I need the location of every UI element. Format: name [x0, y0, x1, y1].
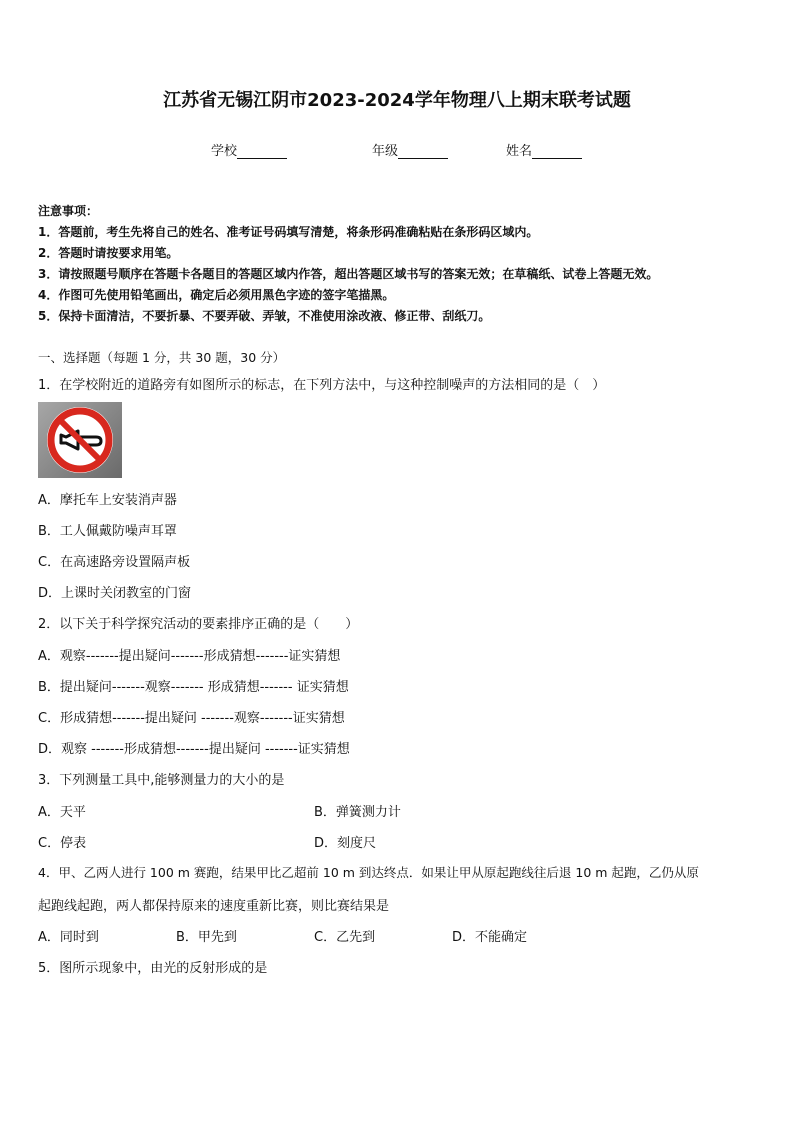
name-label: 姓名 [506, 144, 533, 159]
option-b: B．弹簧测力计 [314, 805, 401, 820]
section-heading: 一、选择题（每题 1 分，共 30 题，30 分） [38, 350, 286, 365]
option-c: C．乙先到 [314, 930, 376, 945]
question-2-stem: 2．以下关于科学探究活动的要素排序正确的是（ ） [38, 617, 359, 632]
option-b: B．提出疑问-------观察------- 形成猜想------- 证实猜想 [38, 680, 349, 695]
school-field [211, 140, 287, 159]
school-blank [237, 146, 287, 159]
option-b: B．工人佩戴防噪声耳罩 [38, 524, 177, 539]
note-item: 2．答题时请按要求用笔。 [38, 246, 179, 260]
page-title: 江苏省无锡江阴市2023-2024学年物理八上期末联考试题 [163, 90, 631, 111]
note-item: 4．作图可先使用铅笔画出，确定后必须用黑色字迹的签字笔描黑。 [38, 288, 395, 302]
question-3-stem: 3．下列测量工具中,能够测量力的大小的是 [38, 773, 285, 788]
question-1-stem: 1．在学校附近的道路旁有如图所示的标志，在下列方法中，与这种控制噪声的方法相同的是（ ） [38, 378, 606, 393]
question-4-stem-line-1: 4．甲、乙两人进行 100 m 赛跑，结果甲比乙超前 10 m 到达终点．如果让甲从原起跑线往后退 10 m 起跑，乙仍从原 [38, 865, 699, 880]
grade-blank [398, 146, 448, 159]
name-field [506, 140, 582, 159]
no-horn-icon [38, 402, 122, 478]
notes-heading: 注意事项： [38, 204, 99, 218]
school-label: 学校 [211, 144, 238, 159]
option-a: A．摩托车上安装消声器 [38, 493, 177, 508]
grade-label: 年级 [372, 144, 399, 159]
option-a: A．同时到 [38, 930, 99, 945]
option-a: A．观察-------提出疑问-------形成猜想-------证实猜想 [38, 649, 341, 664]
option-a: A．天平 [38, 805, 86, 820]
option-c: C．形成猜想-------提出疑问 -------观察-------证实猜想 [38, 711, 345, 726]
option-c: C．在高速路旁设置隔声板 [38, 555, 191, 570]
option-d: D．不能确定 [452, 930, 528, 945]
note-item: 1．答题前，考生先将自己的姓名、准考证号码填写清楚，将条形码准确粘贴在条形码区域内。 [38, 225, 539, 239]
option-d: D．刻度尺 [314, 836, 377, 851]
option-c: C．停表 [38, 836, 87, 851]
option-d: D．上课时关闭教室的门窗 [38, 586, 192, 601]
no-honking-sign-image [38, 402, 122, 478]
option-d: D．观察 -------形成猜想-------提出疑问 -------证实猜想 [38, 742, 350, 757]
question-4-stem-line-2: 起跑线起跑，两人都保持原来的速度重新比赛，则比赛结果是 [38, 899, 390, 914]
note-item: 5．保持卡面清洁，不要折暴、不要弄破、弄皱，不准使用涂改液、修正带、刮纸刀。 [38, 309, 491, 323]
name-blank [532, 146, 582, 159]
note-item: 3．请按照题号顺序在答题卡各题目的答题区域内作答，超出答题区域书写的答案无效；在草稿纸、试卷上答题无效。 [38, 267, 659, 281]
question-5-stem: 5．图所示现象中，由光的反射形成的是 [38, 961, 268, 976]
option-b: B．甲先到 [176, 930, 237, 945]
grade-field [372, 140, 448, 159]
